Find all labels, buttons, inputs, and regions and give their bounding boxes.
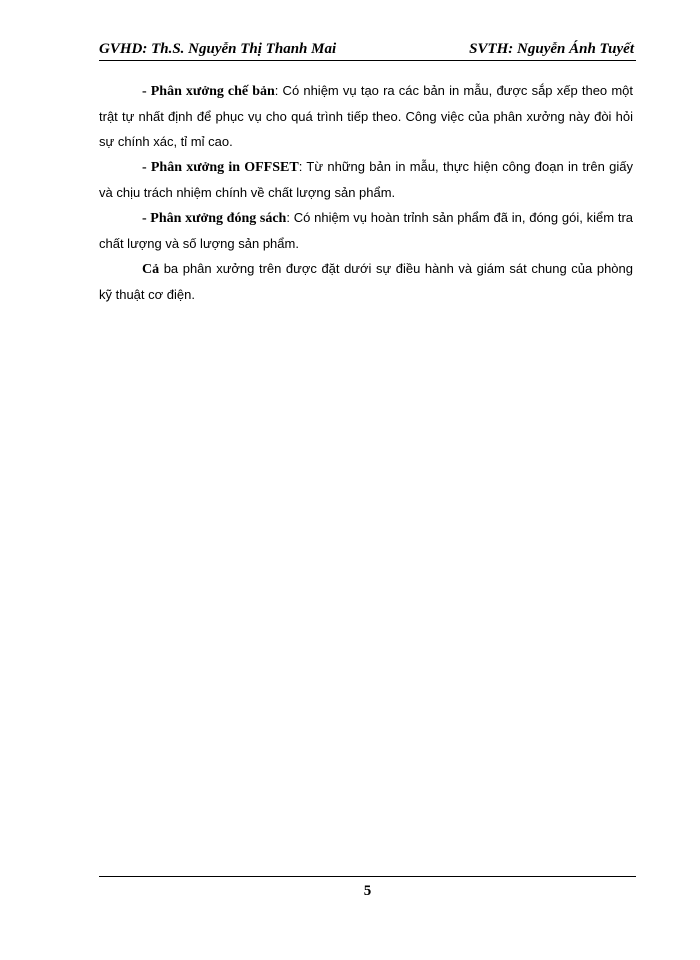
paragraph-lead-word: Cả bbox=[142, 262, 160, 277]
header-advisor: GVHD: Th.S. Nguyễn Thị Thanh Mai bbox=[99, 41, 337, 57]
paragraph-text: : Có nhiệm vụ hoàn trỉnh sản phẩm đã in, đóng gói, kiểm tra chất lượng và số lượng sản phẩm. bbox=[99, 210, 634, 251]
paragraph-binding bbox=[99, 205, 633, 256]
page-number: 5 bbox=[363, 883, 372, 899]
document-body bbox=[99, 78, 633, 307]
paragraph-prepress bbox=[99, 78, 633, 154]
paragraph-text: ba phân xưởng trên được đặt dưới sự điều hành và giám sát chung của phòng kỹ thuật cơ điện. bbox=[99, 261, 633, 302]
paragraph-lead: - Phân xưởng đóng sách bbox=[142, 211, 287, 226]
paragraph-lead: - Phân xưởng in OFFSET bbox=[142, 160, 299, 175]
paragraph-text: : Có nhiệm vụ tạo ra các bản in mẫu, được sắp xếp theo một trật tự nhất định để phục vụ cho quá trình tiếp theo. Công việc của phân xưởng này đòi hỏi sự chính xác, tỉ mỉ cao. bbox=[99, 83, 633, 149]
page-header bbox=[99, 38, 636, 61]
page-footer bbox=[99, 876, 636, 900]
paragraph-offset bbox=[99, 154, 633, 205]
paragraph-lead: - Phân xưởng chế bản bbox=[142, 84, 275, 99]
paragraph-summary bbox=[99, 256, 633, 307]
header-student: SVTH: Nguyễn Ánh Tuyết bbox=[469, 41, 634, 57]
paragraph-text: : Từ những bản in mẫu, thực hiện công đoạn in trên giấy và chịu trách nhiệm chính về chất lượng sản phẩm. bbox=[99, 159, 634, 200]
